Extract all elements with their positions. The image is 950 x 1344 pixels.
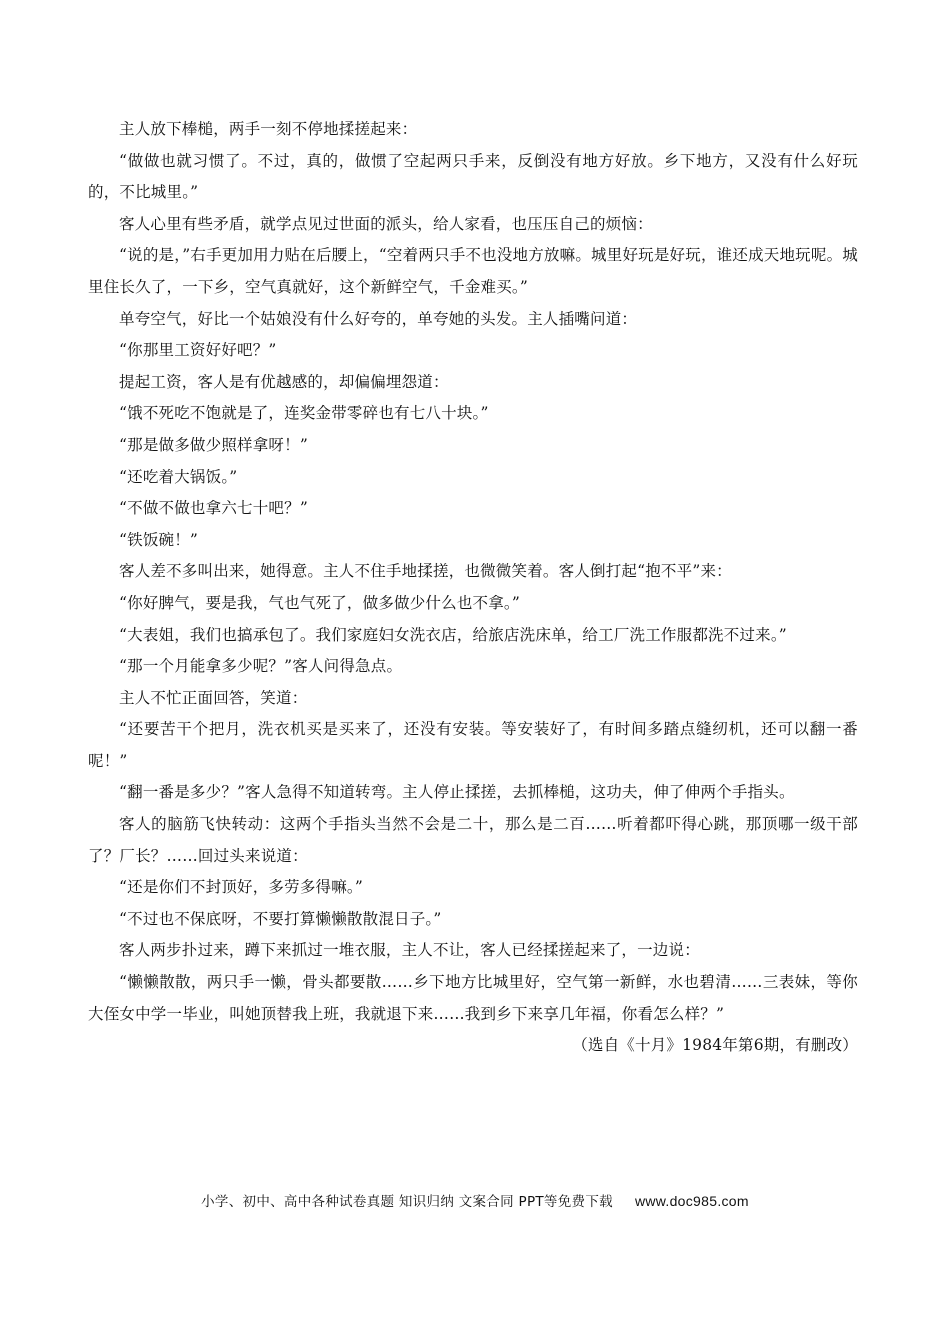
source-citation: （选自《十月》1984年第6期，有删改） [572,1036,858,1055]
footer-site-link[interactable]: www.doc985.com [634,1193,749,1209]
paragraph: “翻一番是多少？”客人急得不知道转弯。主人停止揉搓，去抓棒槌，这功夫，伸了伸两个手指头。 [119,783,795,802]
paragraph: “你那里工资好好吧？” [119,341,277,360]
paragraph: “那是做多做少照样拿呀！” [119,435,308,454]
paragraph: 主人放下棒槌，两手一刻不停地揉搓起来： [119,120,418,138]
paragraph: “还吃着大锅饭。” [119,467,238,486]
paragraph: “那一个月能拿多少呢？”客人问得急点。 [119,657,403,676]
paragraph: “懒懒散散，两只手一懒，骨头都要散……乡下地方比城里好，空气第一新鲜，水也碧清……三表妹，等你大侄女中学一毕业，叫她顶替我上班，我就退下来……我到乡下来享几年福，你看怎么样？” [88,973,858,1023]
paragraph: “你好脾气，要是我，气也气死了，做多做少什么也不拿。” [119,593,520,612]
article-body [88,114,858,1062]
page-footer [0,1190,950,1210]
paragraph: “不过也不保底呀，不要打算懒懒散散混日子。” [119,909,442,928]
paragraph: “大表姐，我们也搞承包了。我们家庭妇女洗衣店，给旅店洗床单，给工厂洗工作服都洗不过来。” [119,625,787,644]
paragraph: 主人不忙正面回答，笑道： [119,688,308,707]
paragraph: “不做不做也拿六七十吧？” [119,499,308,518]
paragraph: “饿不死吃不饱就是了，连奖金带零碎也有七八十块。” [119,404,489,423]
paragraph: 提起工资，客人是有优越感的，却偏偏埋怨道： [119,372,449,391]
paragraph: “还要苦干个把月，洗衣机买是买来了，还没有安装。等安装好了，有时间多踏点缝纫机，还可以翻一番呢！” [88,720,858,770]
paragraph: 客人差不多叫出来，她得意。主人不住手地揉搓，也微微笑着。客人倒打起“抱不平”来： [119,562,732,581]
paragraph: “说的是，”右手更加用力贴在后腰上，“空着两只手不也没地方放嘛。城里好玩是好玩，谁还成天地玩呢。城里住长久了，一下乡，空气真就好，这个新鲜空气，千金难买。” [88,246,858,296]
paragraph: “还是你们不封顶好，多劳多得嘛。” [119,878,363,897]
paragraph: 客人两步扑过来，蹲下来抓过一堆衣服，主人不让，客人已经揉搓起来了，一边说： [119,941,700,960]
paragraph: 客人的脑筋飞快转动：这两个手指头当然不会是二十，那么是二百……听着都吓得心跳，那顶哪一级干部了？厂长？……回过头来说道： [88,815,858,865]
paragraph: “铁饭碗！” [119,530,199,549]
paragraph: 单夸空气，好比一个姑娘没有什么好夸的，单夸她的头发。主人插嘴问道： [119,309,638,328]
paragraph: 客人心里有些矛盾，就学点见过世面的派头，给人家看，也压压自己的烦恼： [119,214,653,233]
paragraph: “做做也就习惯了。不过，真的，做惯了空起两只手来，反倒没有地方好放。乡下地方，又没有什么好玩的，不比城里。” [88,151,858,202]
footer-text: 小学、初中、高中各种试卷真题 知识归纳 文案合同 PPT等免费下载 [201,1194,613,1210]
